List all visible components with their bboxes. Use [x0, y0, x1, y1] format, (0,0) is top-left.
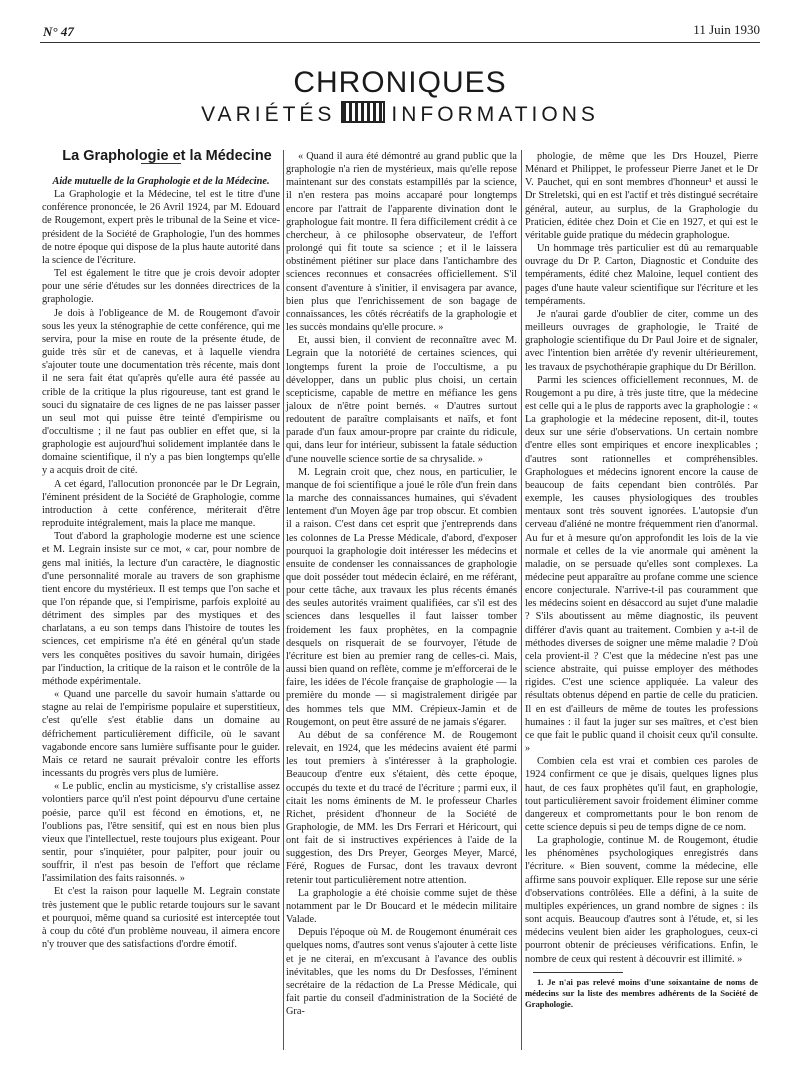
paragraph: Parmi les sciences officiellement reconnues, M. de Rougemont a pu dire, à très juste titre, que la médecine est celle qui a le plus de rapports avec la graphologie : « La graphologie et la médecine reposent, dit-il, toutes deux sur une série d'observations. Un certain nombre d'entre elles sont empiriques et encore inexplicables ; d'autres sont rationnelles et compréhensibles. Graphologues et médecins ignorent encore la cause de beaucoup de faits cependant bien contrôlés. Par exemple, les causes physiologiques des troubles mentaux sont très souvent ignorées. L'autopsie d'un cerveau d'aliéné ne montre fréquemment rien d'anormal. Au fur et à mesure qu'on approfondit les lois de la vie normale et celles de la vie anormale qui amènent la maladie, on se persuade qu'elles sont complexes. La médecine peut apparaître au profane comme une science encore conjecturale. N'arrive-t-il pas couramment que les médecins soient en désaccord au sujet d'une maladie ? S'ils aboutissent au même diagnostic, ils peuvent différer d'avis quant au traitement. Combien y a-t-il de méthodes diverses de soigner une même maladie ? D'où cela provient-il ? C'est que la médecine n'est pas une science abstraite, qui puisse employer des méthodes rigides. C'est une science appliquée. La valeur des résultats obtenus dépend en partie de celle du praticien. Il en est d'ailleurs de même de toutes les professions humaines : il faut la juger sur ses maîtres, et c'est bien ce que fait le public quand il choisit ceux qu'il consulte. »	[525, 374, 758, 755]
paragraph: La Graphologie et la Médecine, tel est le titre d'une conférence prononcée, le 26 Avril 1924, par M. Edouard de Rougemont, expert près le tribunal de la Seine et vice-président de la Société de Graphologie, l'un des hommes de notre époque qui dispose de la plus haute autorité dans la science de l'écriture.	[42, 189, 280, 266]
paragraph: Au début de sa conférence M. de Rougemont relevait, en 1924, que les médecins avaient été parmi les tout premiers à s'intéresser à la graphologie. Beaucoup d'entre eux s'étaient, dès cette époque, occupés du texte et du tracé de l'écriture ; parmi eux, il citait les noms éminents de M. le professeur Charles Richet, président d'honneur de la Société de Graphologie, de MM. les Drs Ferrari et Héricourt, qui ont fait de si instructives expériences à l'aide de la suggestion, des Drs Preyer, Georges Meyer, Marcé, Féré, Rogues de Fursac, dont les travaux devront retenir tout particulièrement notre attention.	[286, 729, 517, 886]
paragraph: Je n'aurai garde d'oublier de citer, comme un des meilleurs ouvrages de graphologie, le Traité de graphologie scientifique du Dr Paul Joire et de signaler, avec l'intention bien arrêtée d'y revenir ultérieurement, les travaux de psychothérapie graphique du Dr Bérillon.	[525, 308, 758, 373]
column-3	[525, 150, 758, 1010]
column-1	[42, 150, 280, 951]
masthead-title: CHRONIQUES	[293, 66, 507, 99]
paragraph: La graphologie a été choisie comme sujet de thèse notamment par le Dr Boucard et le médecin militaire Valade.	[286, 887, 517, 926]
footnote: 1. Je n'ai pas relevé moins d'une soixantaine de noms de médecins sur la liste des membres adhérents de la Société de Graphologie.	[525, 976, 758, 1009]
column-2	[286, 150, 517, 1018]
paragraph: « Quand il aura été démontré au grand public que la graphologie n'a rien de mystérieux, mais qu'elle repose maintenant sur des constats estampillés par la science, il n'en restera pas moins accaparé pour longtemps encore par l'attrait de l'apparente divination dont le graphologue fait montre. Il fera difficilement crédit à ce chercheur, à ce philosophe observateur, de l'effort prolongé qui fit toute sa science ; et il le laissera obstinément piétiner sur place dans l'antichambre des sciences reconnues et consacrées officiellement. S'il consent d'aventure à s'initier, il envisagera par avance, bien plus que l'enrichissement de son bagage de connaissances, les côtés récréatifs de la graphologie et les succès mondains qu'elle procure. »	[286, 151, 517, 334]
paragraph: Et, aussi bien, il convient de reconnaître avec M. Legrain que la notoriété de certaines sciences, qui longtemps furent la proie de l'occultisme, a pu développer, dans un public plus choisi, un certain scepticisme, capable de mettre en méfiance les gens jaloux de n'être point bernés. « D'autres surtout redoutent de paraître complaisants et naïfs, et font parade d'un faux amour-propre par crainte du ridicule, qui, dans leur for intérieur, subissent la fatale séduction d'une nouvelle science sortie de sa chrysalide. »	[286, 335, 517, 465]
column-divider	[521, 150, 522, 1050]
paragraph: A cet égard, l'allocution prononcée par le Dr Legrain, l'éminent président de la Société de Graphologie, comme introduction à cette conférence, mériterait d'être reproduite intégralement, mais la place me manque.	[42, 478, 280, 530]
paragraph: Depuis l'époque où M. de Rougemont énumérait ces quelques noms, d'autres sont venus s'ajouter à cette liste et je ne citerai, en m'excusant à l'avance des oublis inévitables, que les noms du Dr Desfosses, l'éminent secrétaire de la rédaction de La Presse Médicale, qui fait partie du conseil d'administration de la Société de Gra-	[286, 927, 517, 1018]
column-divider	[283, 150, 284, 1050]
paragraph: Un hommage très particulier est dû au remarquable ouvrage du Dr P. Carton, Diagnostic et Conduite des tempéraments, édité chez Maloine, lequel contient des pages d'une haute valeur scientifique sur l'écriture et les tempéraments.	[525, 243, 758, 307]
article-title: La Graphologie et la Médecine	[62, 148, 272, 164]
paragraph: « Le public, enclin au mysticisme, s'y cristallise assez volontiers parce qu'il n'est point dépourvu d'une certaine poésie, parce qu'il est fécond en émotions, et, ne l'oublions pas, l'être sensitif, qui est en nous bien plus vieux que l'intellectuel, reste toujours plus exigeant. Pour sentir, pour s'inquiéter, pour palpiter, pour jouir ou souffrir, il n'est pas besoin de l'effort que réclame l'assimilation des faits raisonnés. »	[42, 781, 280, 885]
header-rule	[40, 42, 760, 43]
masthead-right: INFORMATIONS	[391, 103, 599, 126]
paragraph: Et c'est la raison pour laquelle M. Legrain constate très justement que le public retarde toujours sur le savant et pourquoi, même quand sa curiosité est interceptée tout à coup du côté d'un problème nouveau, il aimera encore n'y trouver que des satisfactions d'ordre émotif.	[42, 886, 280, 951]
paragraph: Combien cela est vrai et combien ces paroles de 1924 confirment ce que je disais, quelques lignes plus haut, de ces faux prophètes qu'il faut, en graphologie, tout particulièrement savoir froidement éliminer comme dangereux et compromettants pour le bon renom de cette science depuis si peu de temps digne de ce nom.	[525, 756, 758, 833]
article-subtitle: Aide mutuelle de la Graphologie et de la Médecine.	[52, 176, 270, 188]
paragraph: Tel est également le titre que je crois devoir adopter pour une série d'études sur les données directrices de la graphologie.	[42, 268, 280, 306]
masthead-subtitle	[0, 101, 800, 127]
footnote-rule	[533, 972, 623, 973]
ornament-icon	[341, 101, 385, 123]
paragraph: « Quand une parcelle du savoir humain s'attarde ou stagne au relai de l'empirisme populaire et superstitieux, c'est qu'elle s'est établie dans un domaine au défrichement particulièrement difficile, où le savant vagabonde encore sans lumière suffisante pour le guider. Mais ce retard ne saurait prévaloir contre les efforts incessants du progrès vers plus de lumière.	[42, 689, 280, 780]
paragraph: M. Legrain croit que, chez nous, en particulier, le manque de foi scientifique a joué le rôle d'un frein dans la marche des connaissances humaines, qui s'évadent lentement d'un Moyen âge par trop obscur. Et combien il a raison. C'est dans cet esprit que j'entreprends dans les colonnes de La Presse Médicale, d'abord, d'exposer pourquoi la graphologie doit intéresser les médecins et ensuite de condenser les connaissances de graphologie que doit posséder tout médecin éclairé, en me référant, pour cette tâche, aux travaux les plus récents émanés des seules autorités vraiment qualifiées, car s'il est des sciences dans lesquelles il faut laisser tomber froidement les faux prophètes, en la compagnie desquels on risquerait de se fourvoyer, l'étude de l'écriture est bien au premier rang de celles-ci. Mais, aussi bien quand on reflète, comme je m'efforcerai de le faire, les idées de l'école française de graphologie — la première du monde — si magistralement dirigée par des hommes tels que MM. Crépieux-Jamin et de Rougemont, on peut être assuré de ne jamais s'égarer.	[286, 466, 517, 728]
issue-date: 11 Juin 1930	[693, 22, 760, 37]
paragraph: phologie, de même que les Drs Houzel, Pierre Ménard et Philippet, le professeur Pierre Janet et le Dr V. Pauchet, qui en sont membres d'honneur¹ et aussi le Dr Streletski, qui en est l'actif et très distingué secrétaire général, auteur, au surplus, de la Graphologie du Praticien, éditée chez Doin et Cie en 1927, et qui est le véritable guide pratique du médecin graphologue.	[525, 151, 758, 241]
paragraph: Je dois à l'obligeance de M. de Rougemont d'avoir sous les yeux la sténographie de cette conférence, qui me servira, pour la mise en route de la présente étude, de guide très sûr et de canevas, et à laquelle viendra s'ajouter toute une documentation très récente, mais dont il ne sera fait état qu'après qu'elle aura été passée au crible de la critique la plus rigoureuse, tant est grand le souci du signataire de ces lignes de ne pas laisser passer un seul mot qui puisse être teinté d'empirisme ou d'occultisme ; il ne faut pas oublier en effet que, si la graphologie est aujourd'hui solidement implantée dans le domaine scientifique, il n'y a pas bien longtemps qu'elle y a acquis droit de cité.	[42, 307, 280, 477]
paragraph: Tout d'abord la graphologie moderne est une science et M. Legrain insiste sur ce mot, « car, pour nombre de gens mal initiés, la lecture d'un caractère, le diagnostic d'une personnalité morale au travers de son graphisme tient encore du mystérieux. Il est temps que l'on sache et que l'on répande que, si l'empirisme, parfois exploité au détriment des simples par des mystiques et des charlatans, a eu son temps dans l'histoire de toutes les sciences, cet empirisme n'a été en général qu'un stade vers les conquêtes positives du savoir humain, dirigées par l'induction, la critique de la raison et le contrôle de la méthode expérimentale.	[42, 531, 280, 687]
issue-number: N° 47	[43, 24, 74, 39]
paragraph: La graphologie, continue M. de Rougemont, étudie les phénomènes psychologiques enregistrés dans l'écriture. « Bien souvent, comme la médecine, elle affirme sans pouvoir expliquer. Elle repose sur une série d'observations contrôlées. Elle a défini, à la suite de multiples expériences, un grand nombre de signes : ils sont acquis. Beaucoup d'autres sont à l'étude, et, si les médecins veulent bien aider les graphologues, ceux-ci pourront obtenir de précieuses vérifications. Enfin, le nombre de ceux qui restent à découvrir est illimité. »	[525, 835, 758, 965]
masthead-left: VARIÉTÉS	[201, 103, 336, 126]
